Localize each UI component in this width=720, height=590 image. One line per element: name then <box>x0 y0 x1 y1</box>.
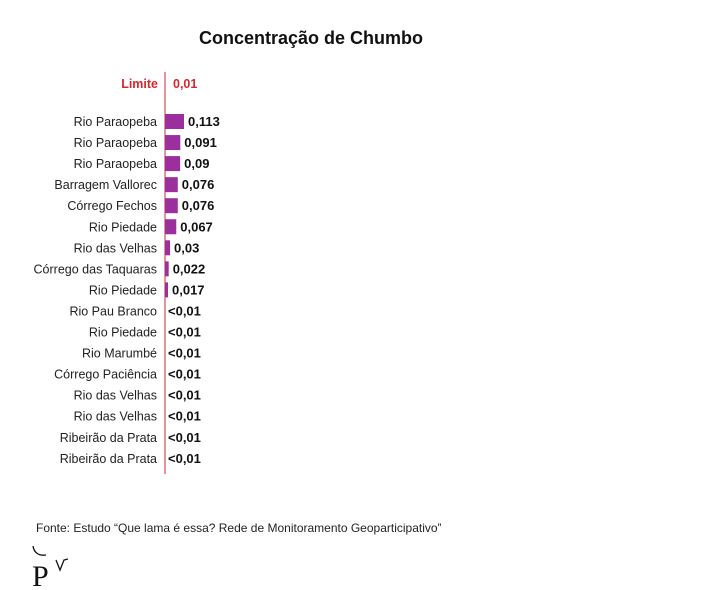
value-label: 0,076 <box>181 177 215 193</box>
value-label: <0,01 <box>168 324 201 340</box>
bar <box>165 114 184 129</box>
value-label: <0,01 <box>168 366 201 382</box>
value-label: <0,01 <box>168 408 201 424</box>
chart-title: Concentração de Chumbo <box>198 28 424 48</box>
category-label: Rio Piedade <box>88 220 157 235</box>
value-label: <0,01 <box>168 429 201 445</box>
value-label: 0,113 <box>188 114 220 129</box>
value-label: 0,03 <box>174 240 200 256</box>
bar <box>165 261 169 276</box>
category-label: Rio das Velhas <box>73 409 157 424</box>
bar <box>165 135 180 150</box>
value-label: <0,01 <box>168 450 201 466</box>
category-label: Rio Paraopeba <box>73 136 157 151</box>
source-note: Fonte: Estudo “Que lama é essa? Rede de Monitoramento Geoparticipativo” <box>36 521 442 535</box>
value-label: <0,01 <box>168 345 201 361</box>
category-label: Córrego Paciência <box>54 367 157 382</box>
category-label: Ribeirão da Prata <box>59 451 157 466</box>
category-label: Ribeirão da Prata <box>59 430 157 445</box>
value-label: 0,076 <box>181 198 215 214</box>
category-label: Rio Marumbé <box>81 346 157 361</box>
category-label: Rio Paraopeba <box>73 157 157 172</box>
logo-swoosh-icon <box>33 546 46 555</box>
category-label: Rio Piedade <box>88 283 157 298</box>
logo-letter: P <box>32 560 49 589</box>
category-label: Rio Piedade <box>88 325 157 340</box>
value-label: 0,022 <box>172 261 206 277</box>
bar <box>165 198 178 213</box>
category-label: Rio das Velhas <box>73 241 157 256</box>
value-label: 0,067 <box>180 219 213 235</box>
value-label: 0,091 <box>184 135 217 151</box>
value-label: <0,01 <box>168 387 201 403</box>
category-label: Rio Paraopeba <box>73 115 157 129</box>
category-label: Córrego Fechos <box>67 199 157 214</box>
bars-group <box>34 114 220 466</box>
logo-check-icon <box>56 559 68 570</box>
category-label: Rio das Velhas <box>73 388 157 403</box>
category-label: Barragem Vallorec <box>54 178 157 193</box>
bar <box>165 282 168 297</box>
bar <box>165 240 170 255</box>
publication-logo <box>30 543 74 589</box>
limit-label: Limite <box>121 77 158 91</box>
value-label: 0,09 <box>184 156 210 172</box>
value-label: <0,01 <box>168 303 201 319</box>
value-label: 0,017 <box>172 282 205 298</box>
bar <box>165 156 180 171</box>
category-label: Rio Pau Branco <box>69 304 157 319</box>
bar <box>165 177 178 192</box>
bar <box>165 219 176 234</box>
category-label: Córrego das Taquaras <box>33 262 157 277</box>
limit-value-label: 0,01 <box>173 77 198 91</box>
